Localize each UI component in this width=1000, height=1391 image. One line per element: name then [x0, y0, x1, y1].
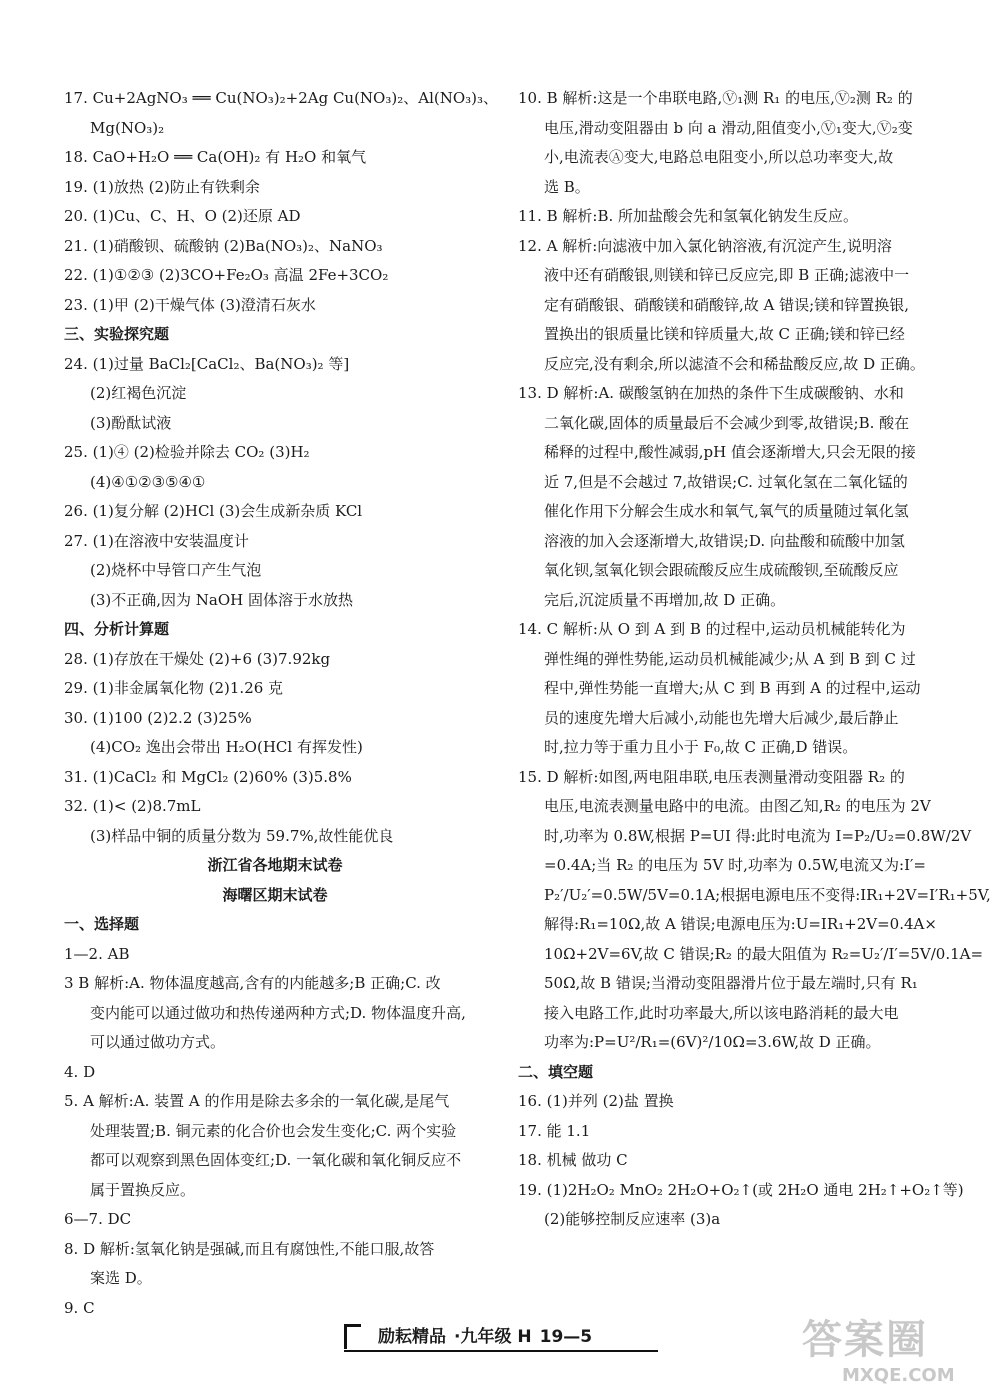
answer-line: 17. Cu+2AgNO₃ ══ Cu(NO₃)₂+2Ag Cu(NO₃)₂、Al(NO₃)₃、: [64, 89, 499, 107]
answer-line: =0.4A;当 R₂ 的电压为 5V 时,功率为 0.5W,电流又为:I′=: [544, 856, 926, 874]
answer-line: 二氧化碳,固体的质量最后不会减少到零,故错误;B. 酸在: [544, 413, 910, 432]
answer-line: 属于置换反应。: [90, 1180, 196, 1199]
answer-line: 18. 机械 做功 C: [518, 1151, 628, 1169]
answer-line: 解得:R₁=10Ω,故 A 错误;电源电压为:U=IR₁+2V=0.4A×: [544, 915, 937, 933]
answer-line: 16. (1)并列 (2)盐 置换: [518, 1092, 674, 1110]
left-column: [64, 84, 499, 1323]
section-heading: 四、分析计算题: [64, 620, 170, 638]
answer-line: (3)酚酞试液: [90, 413, 172, 432]
answer-line: 电压,滑动变阻器由 b 向 a 滑动,阻值变小,Ⓥ₁变大,Ⓥ₂变: [544, 118, 913, 137]
answer-line: 都可以观察到黑色固体变红;D. 一氧化碳和氧化铜反应不: [90, 1151, 462, 1169]
answer-line: 30. (1)100 (2)2.2 (3)25%: [64, 708, 252, 727]
answer-line: 5. A 解析:A. 装置 A 的作用是除去多余的一氧化碳,是尾气: [64, 1092, 450, 1110]
answer-line: 接入电路工作,此时功率最大,所以该电路消耗的最大电: [544, 1003, 899, 1022]
exam-title: 海曙区期末试卷: [222, 885, 328, 904]
answer-line: 8. D 解析:氢氧化钠是强碱,而且有腐蚀性,不能口服,故答: [64, 1239, 435, 1258]
answer-line: 27. (1)在溶液中安装温度计: [64, 531, 249, 550]
answer-line: (2)红褐色沉淀: [90, 384, 187, 402]
grade-label: ·九年级 H: [454, 1327, 532, 1347]
section-heading: 二、填空题: [518, 1062, 594, 1081]
answer-line: 催化作用下分解会生成水和氧气,氧气的质量随过氧化氢: [544, 502, 909, 520]
answer-line: (4)④①②③⑤④①: [90, 472, 206, 491]
answer-line: 置换出的银质量比镁和锌质量大,故 C 正确;镁和锌已经: [544, 325, 905, 343]
answer-line: 小,电流表Ⓐ变大,电路总电阻变小,所以总功率变大,故: [544, 148, 894, 166]
answer-line: 32. (1)< (2)8.7mL: [64, 797, 201, 815]
answer-line: 29. (1)非金属氧化物 (2)1.26 克: [64, 679, 284, 697]
answer-line: 23. (1)甲 (2)干燥气体 (3)澄清石灰水: [64, 295, 316, 314]
answer-line: 10. B 解析:这是一个串联电路,Ⓥ₁测 R₁ 的电压,Ⓥ₂测 R₂ 的: [518, 89, 913, 107]
watermark-url: MXQE.COM: [842, 1365, 955, 1386]
corner-bracket-icon: [344, 1324, 361, 1349]
answer-line: P₂′/U₂′=0.5W/5V=0.1A;根据电源电压不变得:IR₁+2V=I′R₁+5V,: [544, 885, 991, 904]
answer-line: 员的速度先增大后减小,动能也先增大后减少,最后静止: [544, 708, 899, 727]
answer-line: 变内能可以通过做功和热传递两种方式;D. 物体温度升高,: [90, 1003, 466, 1022]
answer-line: 9. C: [64, 1298, 95, 1317]
right-column: [518, 84, 991, 1235]
answer-line: 10Ω+2V=6V,故 C 错误;R₂ 的最大阻值为 R₂=U₂′/I′=5V/0.1A=: [544, 944, 984, 963]
answer-line: 电压,电流表测量电路中的电流。由图乙知,R₂ 的电压为 2V: [544, 797, 931, 815]
page-footer: [344, 1320, 658, 1360]
answer-line: 完后,沉淀质量不再增加,故 D 正确。: [544, 590, 786, 609]
answer-line: 26. (1)复分解 (2)HCl (3)会生成新杂质 KCl: [64, 502, 363, 520]
answer-line: (2)烧杯中导管口产生气泡: [90, 561, 262, 579]
answer-line: 近 7,但是不会越过 7,故错误;C. 过氧化氢在二氧化锰的: [544, 472, 908, 491]
section-heading: 三、实验探究题: [64, 325, 170, 343]
answer-line: 22. (1)①②③ (2)3CO+Fe₂O₃ 高温 2Fe+3CO₂: [64, 266, 389, 284]
answer-line: Mg(NO₃)₂: [90, 118, 165, 137]
answer-line: 50Ω,故 B 错误;当滑动变阻器滑片位于最左端时,只有 R₁: [544, 974, 918, 992]
answer-line: 反应完,没有剩余,所以滤渣不会和稀盐酸反应,故 D 正确。: [544, 354, 925, 373]
answer-line: 31. (1)CaCl₂ 和 MgCl₂ (2)60% (3)5.8%: [64, 767, 352, 786]
answer-line: 21. (1)硝酸钡、硫酸钠 (2)Ba(NO₃)₂、NaNO₃: [64, 236, 383, 255]
answer-line: 24. (1)过量 BaCl₂[CaCl₂、Ba(NO₃)₂ 等]: [64, 354, 350, 373]
answer-line: 3 B 解析:A. 物体温度越高,含有的内能越多;B 正确;C. 改: [64, 974, 441, 992]
answer-line: 18. CaO+H₂O ══ Ca(OH)₂ 有 H₂O 和氧气: [64, 148, 367, 166]
answer-line: 4. D: [64, 1062, 96, 1081]
exam-group-title: 浙江省各地期末试卷: [207, 856, 343, 874]
answer-line: 可以通过做功方式。: [90, 1033, 226, 1051]
answer-line: 选 B。: [544, 177, 590, 196]
answer-line: 11. B 解析:B. 所加盐酸会先和氢氧化钠发生反应。: [518, 207, 859, 225]
answer-line: 弹性绳的弹性势能,运动员机械能减少;从 A 到 B 到 C 过: [544, 649, 916, 668]
answer-line: 25. (1)④ (2)检验并除去 CO₂ (3)H₂: [64, 443, 310, 461]
answer-line: 案选 D。: [90, 1269, 152, 1287]
answer-line: 1—2. AB: [64, 944, 130, 963]
answer-line: 28. (1)存放在干燥处 (2)+6 (3)7.92kg: [64, 649, 331, 668]
answer-line: 19. (1)2H₂O₂ MnO₂ 2H₂O+O₂↑(或 2H₂O 通电 2H₂↑+O₂↑等): [518, 1180, 964, 1199]
answer-line: 19. (1)放热 (2)防止有铁剩余: [64, 177, 260, 196]
watermark: [802, 1308, 992, 1386]
answer-line: (2)能够控制反应速率 (3)a: [544, 1210, 721, 1228]
answer-line: 氧化钡,氢氧化钡会跟硫酸反应生成硫酸钡,至硫酸反应: [544, 561, 899, 579]
answer-line: 溶液的加入会逐渐增大,故错误;D. 向盐酸和硫酸中加氢: [544, 531, 905, 550]
series-name: 励耘精品: [378, 1327, 446, 1347]
answer-line: 液中还有硝酸银,则镁和锌已反应完,即 B 正确;滤液中一: [544, 266, 910, 284]
answer-line: (4)CO₂ 逸出会带出 H₂O(HCl 有挥发性): [90, 738, 363, 756]
answer-line: 20. (1)Cu、C、H、O (2)还原 AD: [64, 207, 301, 225]
answer-line: 12. A 解析:向滤液中加入氯化钠溶液,有沉淀产生,说明溶: [518, 236, 892, 255]
answer-line: 时,功率为 0.8W,根据 P=UI 得:此时电流为 I=P₂/U₂=0.8W/2V: [544, 826, 972, 845]
answer-line: 时,拉力等于重力且小于 F₀,故 C 正确,D 错误。: [544, 738, 858, 756]
watermark-logo: 答案圈: [802, 1317, 928, 1363]
answer-line: (3)不正确,因为 NaOH 固体溶于水放热: [90, 590, 353, 609]
answer-line: 程中,弹性势能一直增大;从 C 到 B 再到 A 的过程中,运动: [544, 679, 921, 697]
answer-line: 处理装置;B. 铜元素的化合价也会发生变化;C. 两个实验: [90, 1121, 457, 1140]
answer-line: 14. C 解析:从 O 到 A 到 B 的过程中,运动员机械能转化为: [518, 620, 906, 638]
answer-line: (3)样品中铜的质量分数为 59.7%,故性能优良: [90, 826, 394, 845]
section-heading: 一、选择题: [64, 915, 140, 933]
answer-line: 功率为:P=U²/R₁=(6V)²/10Ω=3.6W,故 D 正确。: [544, 1033, 881, 1051]
answer-line: 13. D 解析:A. 碳酸氢钠在加热的条件下生成碳酸钠、水和: [518, 384, 904, 402]
page-number: 19—5: [539, 1327, 593, 1347]
footer-rule: [344, 1350, 658, 1352]
footer-text: [378, 1322, 600, 1347]
answer-line: 稀释的过程中,酸性减弱,pH 值会逐渐增大,只会无限的接: [544, 443, 916, 461]
answer-line: 15. D 解析:如图,两电阻串联,电压表测量滑动变阻器 R₂ 的: [518, 767, 905, 786]
answer-line: 定有硝酸银、硝酸镁和硝酸锌,故 A 错误;镁和锌置换银,: [544, 295, 909, 314]
answer-line: 6—7. DC: [64, 1210, 132, 1228]
answer-line: 17. 能 1.1: [518, 1121, 591, 1140]
